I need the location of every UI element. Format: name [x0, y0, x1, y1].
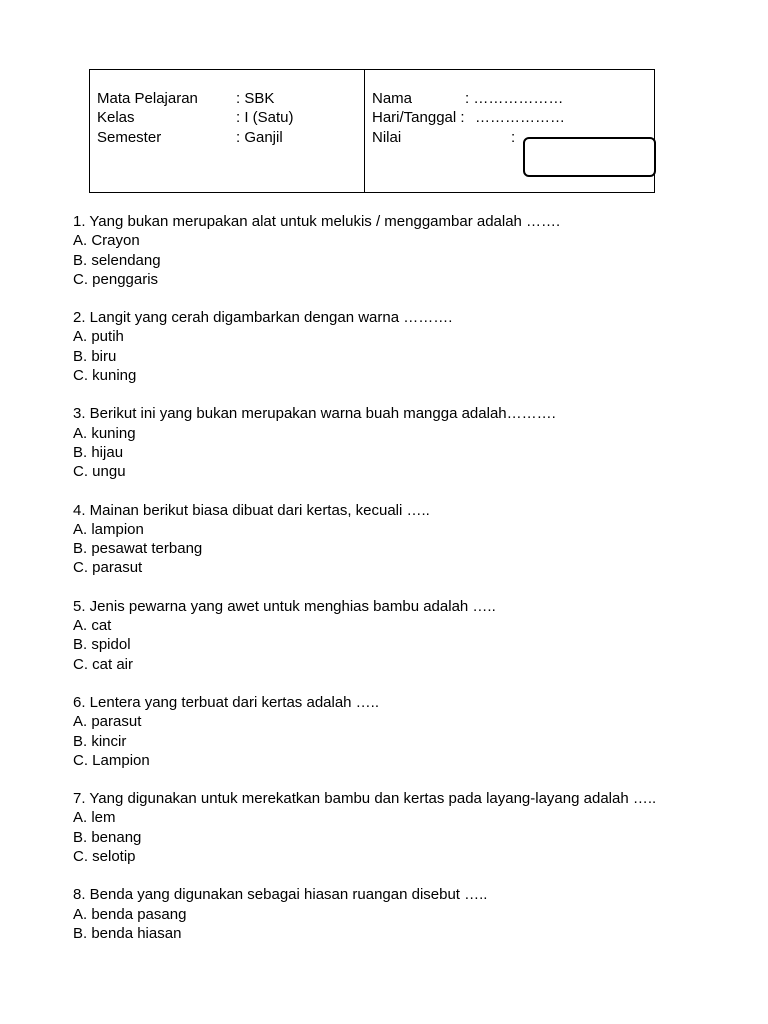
option-a: A. Crayon — [73, 232, 140, 250]
option-a: A. lampion — [73, 520, 144, 538]
subject-value: : SBK — [236, 90, 275, 107]
question-text: 5. Jenis pewarna yang awet untuk menghias bambu adalah ….. — [73, 597, 496, 615]
option-a: A. kuning — [73, 424, 136, 442]
question-8 — [73, 885, 753, 943]
question-text: 2. Langit yang cerah digambarkan dengan warna ………. — [73, 309, 453, 327]
option-c: C. selotip — [73, 848, 136, 866]
header-box — [89, 69, 655, 193]
option-a: A. lem — [73, 809, 116, 827]
class-value: : I (Satu) — [236, 109, 294, 126]
question-4 — [73, 501, 753, 578]
question-text: 7. Yang digunakan untuk merekatkan bambu dan kertas pada layang-layang adalah ….. — [73, 790, 657, 808]
option-a: A. benda pasang — [73, 905, 187, 923]
name-value: : ……………… — [465, 90, 564, 107]
option-c: C. cat air — [73, 655, 134, 673]
option-c: C. parasut — [73, 559, 143, 577]
option-b: B. pesawat terbang — [73, 540, 203, 558]
score-colon: : — [511, 129, 516, 146]
option-a: A. putih — [73, 328, 124, 346]
option-c: C. kuning — [73, 367, 137, 385]
score-label: Nilai — [372, 129, 402, 146]
option-b: B. spidol — [73, 636, 131, 654]
option-a: A. cat — [73, 617, 112, 635]
semester-value: : Ganjil — [236, 129, 283, 146]
question-6 — [73, 693, 753, 770]
question-text: 4. Mainan berikut biasa dibuat dari kertas, kecuali ….. — [73, 501, 430, 519]
subject-label: Mata Pelajaran — [97, 90, 198, 107]
question-text: 6. Lentera yang terbuat dari kertas adalah ….. — [73, 693, 380, 711]
question-2 — [73, 308, 753, 385]
question-3 — [73, 404, 753, 481]
question-5 — [73, 597, 753, 674]
date-label: Hari/Tanggal : — [372, 109, 465, 126]
option-b: B. selendang — [73, 251, 161, 269]
score-box — [523, 137, 656, 177]
class-label: Kelas — [97, 109, 135, 126]
semester-label: Semester — [97, 129, 162, 146]
question-list — [73, 212, 753, 962]
option-c: C. Lampion — [73, 751, 150, 769]
option-b: B. benang — [73, 828, 142, 846]
question-text: 8. Benda yang digunakan sebagai hiasan ruangan disebut ….. — [73, 886, 488, 904]
option-c: C. ungu — [73, 463, 126, 481]
option-b: B. biru — [73, 347, 117, 365]
name-label: Nama — [372, 90, 413, 107]
question-1 — [73, 212, 753, 289]
question-text: 1. Yang bukan merupakan alat untuk melukis / menggambar adalah ……. — [73, 213, 561, 230]
date-value: ……………… — [475, 109, 565, 126]
question-7 — [73, 789, 753, 866]
option-b: B. hijau — [73, 443, 124, 461]
option-a: A. parasut — [73, 713, 142, 731]
option-c: C. penggaris — [73, 270, 159, 288]
option-b: B. kincir — [73, 732, 127, 750]
question-text: 3. Berikut ini yang bukan merupakan warna buah mangga adalah………. — [73, 405, 556, 423]
subject-info-panel — [90, 70, 365, 192]
option-b: B. benda hiasan — [73, 924, 182, 942]
